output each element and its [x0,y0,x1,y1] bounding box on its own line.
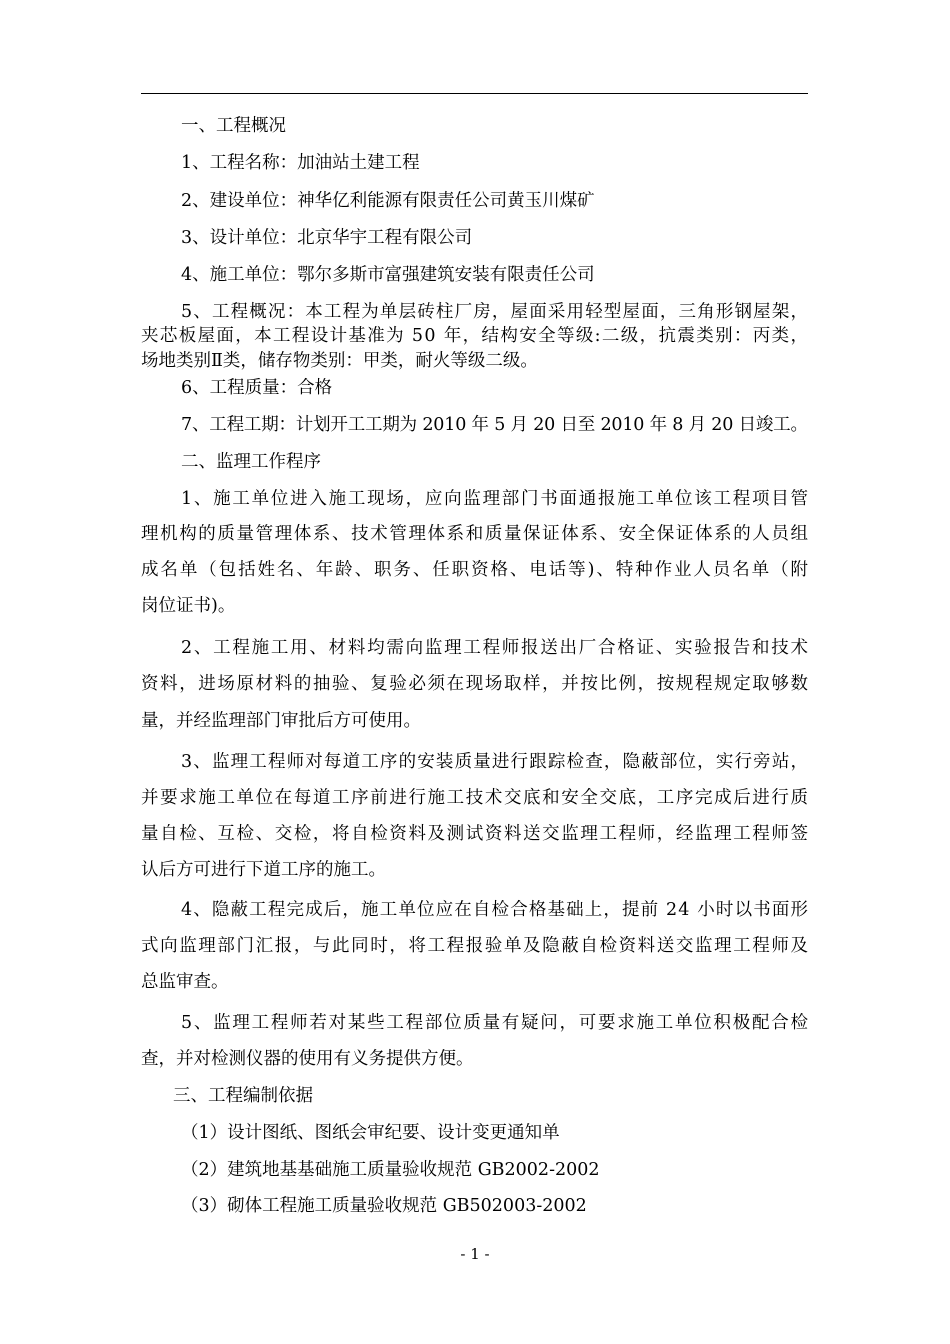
text-line: 量自检、互检、交检，将自检资料及测试资料送交监理工程师，经监理工程师签 [141,824,810,844]
text-line: 4、施工单位：鄂尔多斯市富强建筑安装有限责任公司 [181,265,595,285]
text-line: 查，并对检测仪器的使用有义务提供方便。 [141,1049,474,1069]
text-line: 并要求施工单位在每道工序前进行施工技术交底和安全交底，工序完成后进行质 [141,788,810,808]
text-line: 1、施工单位进入施工现场，应向监理部门书面通报施工单位该工程项目管 [181,489,810,509]
text-line: 理机构的质量管理体系、技术管理体系和质量保证体系、安全保证体系的人员组 [141,524,810,544]
text-line: 岗位证书)。 [141,596,236,616]
text-line: 1、工程名称：加油站土建工程 [181,153,420,173]
text-line: （3）砌体工程施工质量验收规范 GB502003-2002 [181,1196,587,1216]
text-line: 认后方可进行下道工序的施工。 [141,860,386,880]
text-line: 量，并经监理部门审批后方可使用。 [141,711,421,731]
text-line: 资料，进场原材料的抽验、复验必须在现场取样，并按比例，按规程规定取够数 [141,674,810,694]
header-rule [141,93,808,94]
text-line: 一、工程概况 [181,116,286,136]
page-number: - 1 - [460,1245,490,1263]
text-line: （2）建筑地基基础施工质量验收规范 GB2002-2002 [181,1160,600,1180]
text-line: 2、建设单位：神华亿利能源有限责任公司黄玉川煤矿 [181,191,595,211]
text-line: 3、监理工程师对每道工序的安装质量进行跟踪检查，隐蔽部位，实行旁站， [181,752,810,772]
text-line: 夹芯板屋面，本工程设计基准为 50 年，结构安全等级:二级，抗震类别：丙类， [141,326,810,346]
text-line: 6、工程质量：合格 [181,378,333,398]
text-line: 场地类别Ⅱ类，储存物类别：甲类，耐火等级二级。 [141,351,538,371]
text-line: 7、工程工期：计划开工工期为 2010 年 5 月 20 日至 2010 年 8 月 20 日竣工。 [181,415,808,435]
text-line: 二、监理工作程序 [181,452,321,472]
text-line: 3、设计单位：北京华宇工程有限公司 [181,228,473,248]
text-line: 5、工程概况：本工程为单层砖柱厂房，屋面采用轻型屋面，三角形钢屋架， [181,302,810,322]
text-line: 式向监理部门汇报，与此同时，将工程报验单及隐蔽自检资料送交监理工程师及 [141,936,810,956]
text-line: 4、隐蔽工程完成后，施工单位应在自检合格基础上，提前 24 小时以书面形 [181,900,810,920]
text-line: （1）设计图纸、图纸会审纪要、设计变更通知单 [181,1123,560,1143]
text-line: 成名单（包括姓名、年龄、职务、任职资格、电话等)、特种作业人员名单（附 [141,560,810,580]
text-line: 总监审查。 [141,972,229,992]
text-line: 三、工程编制依据 [173,1086,313,1106]
text-line: 5、监理工程师若对某些工程部位质量有疑问，可要求施工单位积极配合检 [181,1013,810,1033]
text-line: 2、工程施工用、材料均需向监理工程师报送出厂合格证、实验报告和技术 [181,638,810,658]
